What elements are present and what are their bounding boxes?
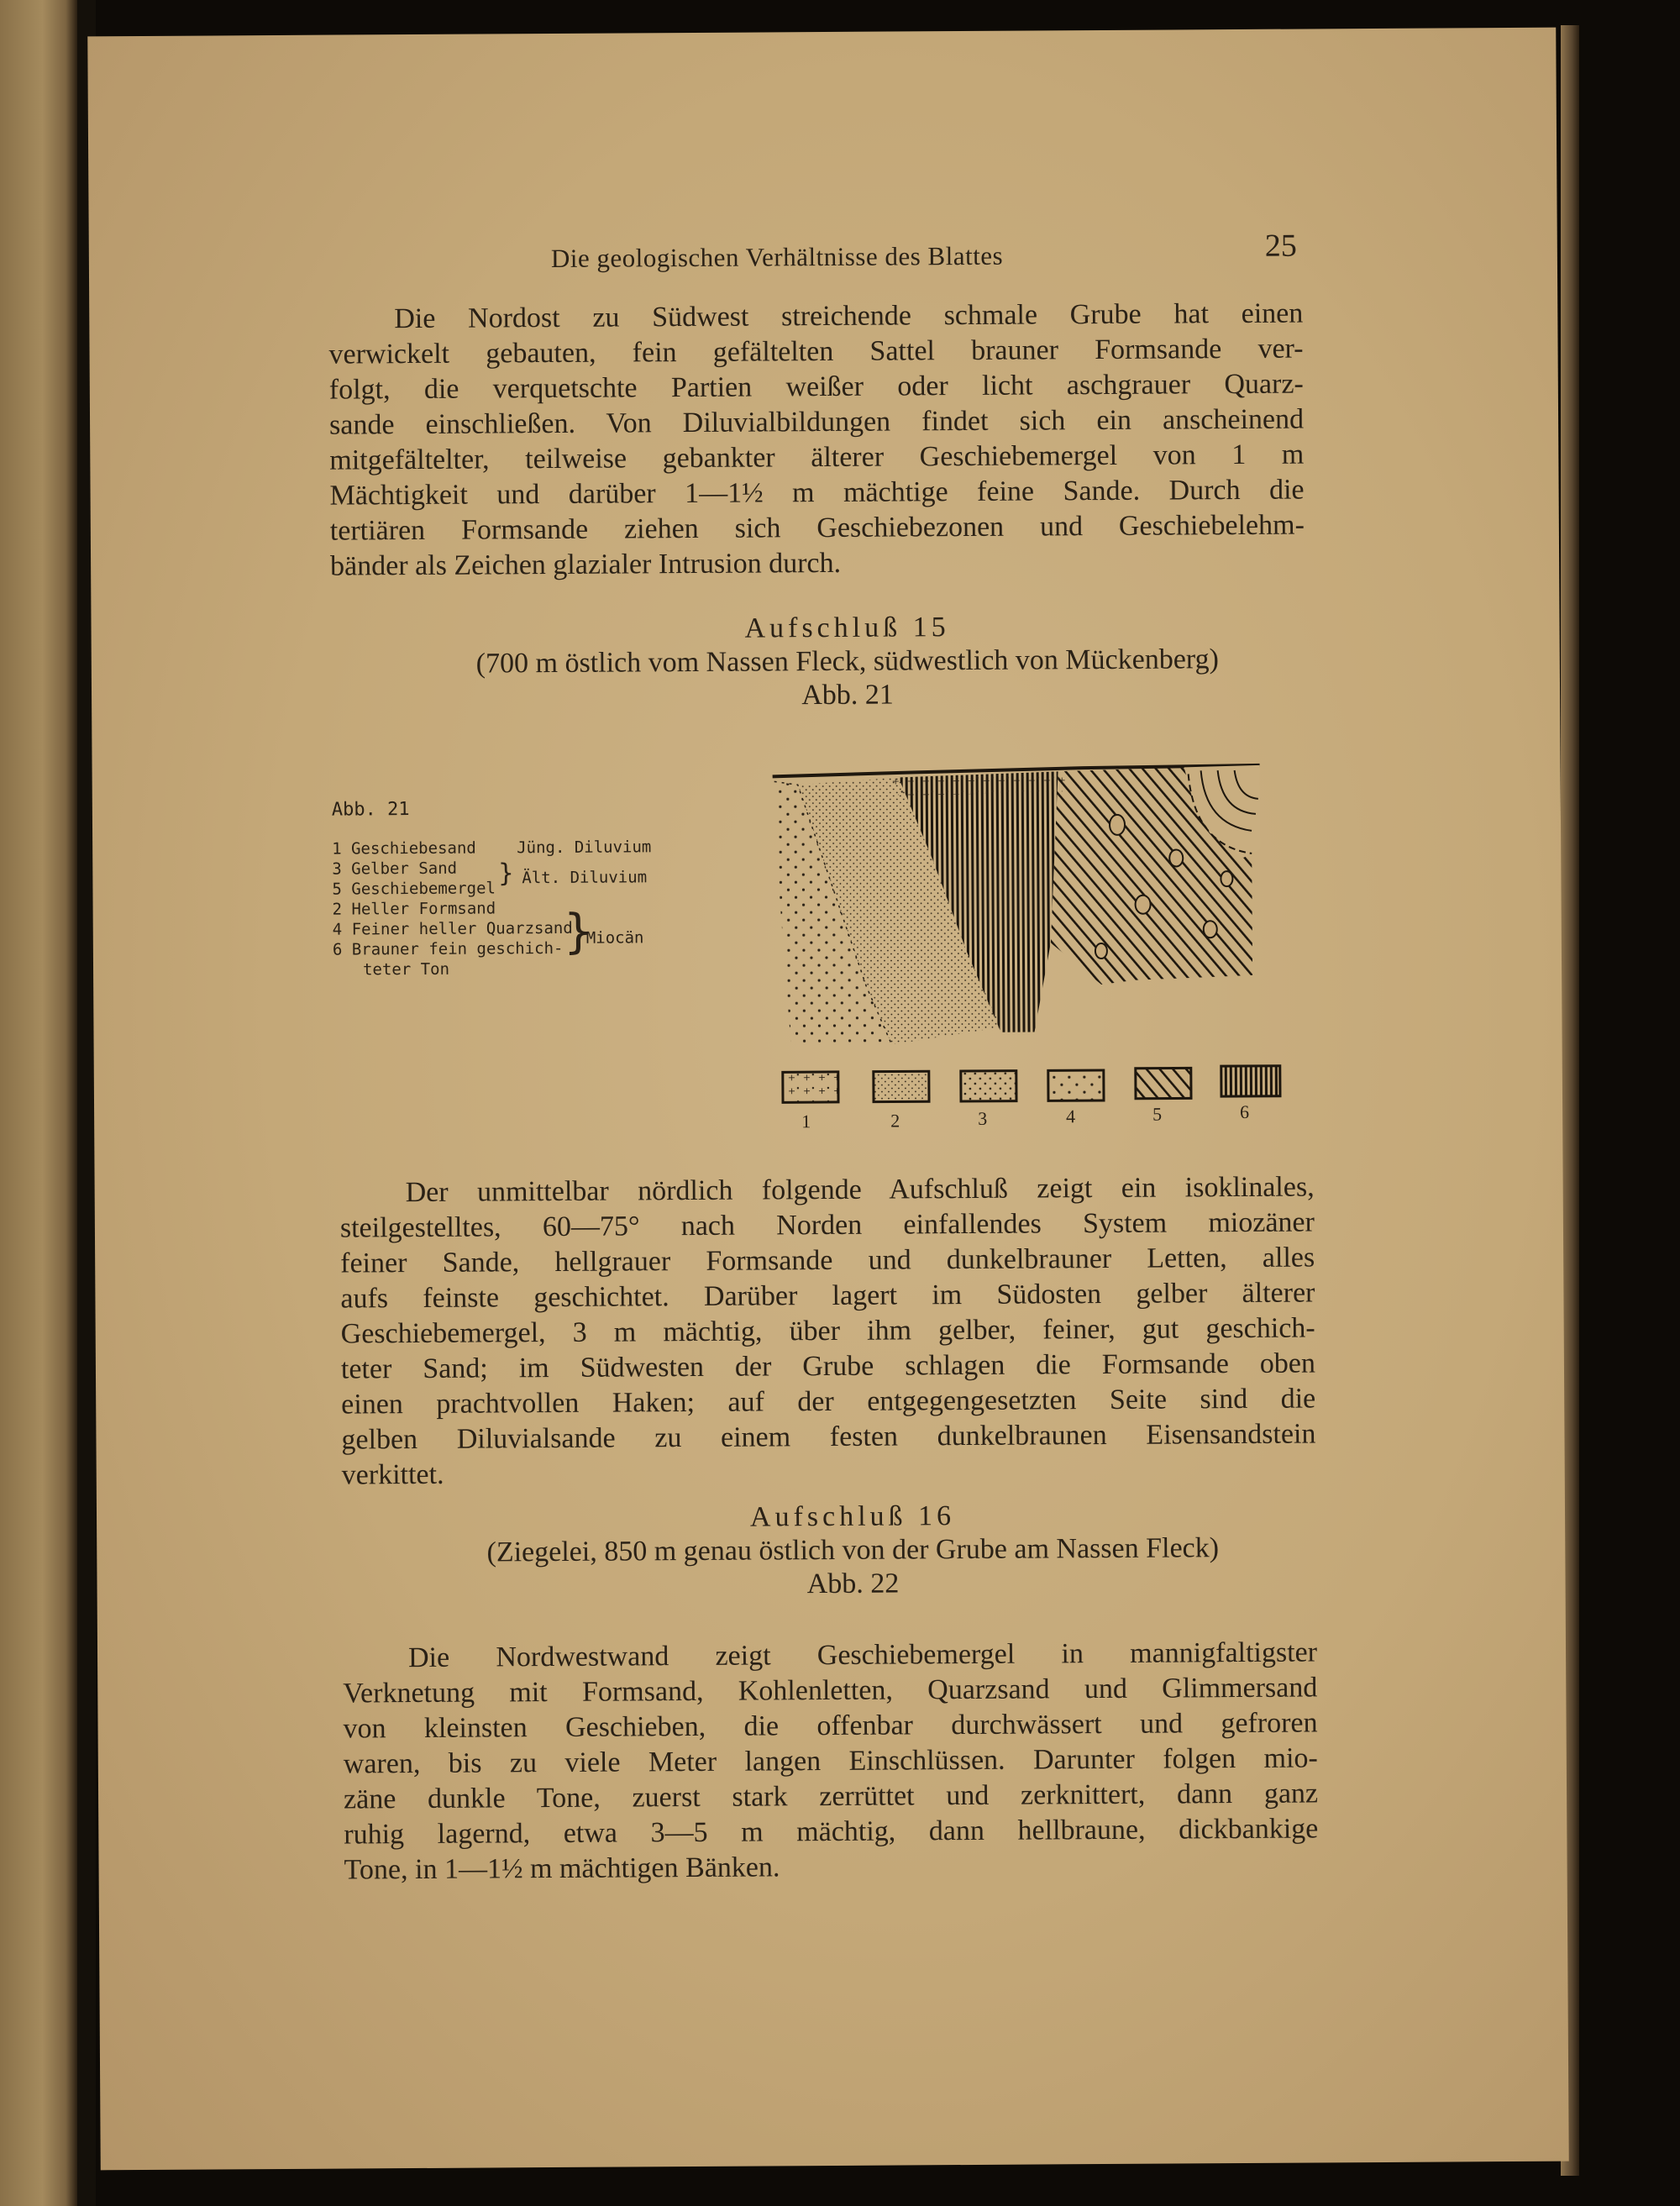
legend-entry xyxy=(332,839,476,859)
text-line: teter Sand; im Südwesten der Grube schlagen die Formsande oben xyxy=(340,1347,1316,1385)
text-line: gelben Diluvialsande zu einem festen dunkelbraunen Eisensandstein xyxy=(341,1418,1316,1456)
text-line: Mächtigkeit und darüber 1—1½ m mächtige feine Sande. Durch die xyxy=(329,474,1305,512)
legend-entry xyxy=(333,939,564,959)
swatch-number: 1 xyxy=(801,1111,811,1132)
page-number: 25 xyxy=(1264,228,1297,264)
legend-num: 6 xyxy=(332,940,343,959)
swatch-number: 6 xyxy=(1240,1100,1250,1123)
intro-paragraph xyxy=(328,297,1305,585)
text-line: bänder als Zeichen glazialer Intrusion durch. xyxy=(330,547,842,582)
swatch-number: 4 xyxy=(1066,1106,1076,1127)
paragraph-3 xyxy=(343,1635,1319,1888)
text-line: Der unmittelbar nördlich folgende Aufschluß zeigt ein isoklinales, xyxy=(405,1171,1315,1209)
legend-group-label: Ält. Diluvium xyxy=(522,868,648,888)
text-line: ruhig lagernd, etwa 3—5 m mächtig, dann hellbraune, dickbankige xyxy=(344,1813,1319,1851)
legend-entry xyxy=(332,879,496,898)
legend-num: 3 xyxy=(332,859,342,879)
legend-entry xyxy=(363,960,449,980)
text-line: folgt, die verquetschte Partien weißer oder licht aschgrauer Quarz- xyxy=(328,368,1304,406)
section-subtitle: (700 m östlich vom Nassen Fleck, südwestlich von Mückenberg) xyxy=(475,643,1220,680)
swatch-number: 2 xyxy=(890,1110,900,1132)
legend-num: 1 xyxy=(332,839,342,859)
brace-icon: } xyxy=(498,859,514,889)
brace-icon: } xyxy=(564,904,593,959)
text-line: Die Nordost zu Südwest streichende schmale Grube hat einen xyxy=(394,297,1304,335)
book-page xyxy=(87,28,1568,2171)
legend-entry xyxy=(333,899,496,918)
text-line: mitgefältelter, teilweise gebankter älterer Geschiebemergel von 1 m xyxy=(329,439,1305,476)
legend-num: 5 xyxy=(332,880,342,899)
legend-text: Geschiebesand xyxy=(351,838,476,859)
section-title: Aufschluß 15 xyxy=(744,612,950,644)
figure-label: Abb. 21 xyxy=(331,799,410,821)
section-15-heading xyxy=(343,608,1352,715)
text-line: Geschiebemergel, 3 m mächtig, über ihm gelber, feiner, gut geschich- xyxy=(340,1312,1315,1350)
text-line: Verknetung mit Formsand, Kohlenletten, Quarzsand und Glimmersand xyxy=(343,1672,1318,1710)
figure-21-cross-section xyxy=(663,732,1287,1173)
swatch-number: 5 xyxy=(1152,1103,1163,1125)
text-line: feiner Sande, hellgrauer Formsande und dunkelbrauner Letten, alles xyxy=(340,1242,1315,1279)
text-line: verkittet. xyxy=(341,1458,444,1491)
text-line: einen prachtvollen Haken; auf der entgegengesetzten Seite sind die xyxy=(341,1383,1316,1421)
legend-num: 4 xyxy=(332,920,343,939)
facing-page-edge xyxy=(0,0,77,2206)
legend-text: Brauner fein geschich- xyxy=(351,938,564,959)
paragraph-2 xyxy=(340,1169,1316,1493)
legend-text: Geschiebemergel xyxy=(351,879,496,899)
swatch-number: 3 xyxy=(978,1107,988,1129)
text-line: tertiären Formsande ziehen sich Geschiebezonen und Geschiebelehm- xyxy=(329,509,1305,547)
text-line: waren, bis zu viele Meter langen Einschlüssen. Darunter folgen mio- xyxy=(343,1742,1318,1780)
text-line: verwickelt gebauten, fein gefältelten Sattel brauner Formsande ver- xyxy=(328,333,1304,370)
legend-num: 2 xyxy=(332,900,343,919)
legend-text: Heller Formsand xyxy=(351,899,496,919)
legend-entry xyxy=(333,919,573,939)
text-line: Die Nordwestwand zeigt Geschiebemergel in mannigfaltigster xyxy=(407,1636,1318,1674)
text-line: Tone, in 1—1½ m mächtigen Bänken. xyxy=(344,1851,780,1886)
text-line: zäne dunkle Tone, zuerst stark zerrüttet und zerknittert, dann ganz xyxy=(343,1778,1319,1815)
text-line: von kleinsten Geschieben, die offenbar durchwässert und gefroren xyxy=(343,1707,1318,1745)
legend-group-label: Jüng. Diluvium xyxy=(517,838,652,858)
text-line: sande einschließen. Von Diluvialbildungen findet sich ein anscheinend xyxy=(328,403,1305,441)
legend-group-label: Miocän xyxy=(585,928,644,948)
legend-text: teter Ton xyxy=(362,959,450,980)
text-line: steilgestelltes, 60—75° nach Norden einfallendes System miozäner xyxy=(339,1206,1315,1244)
figure-reference: Abb. 21 xyxy=(801,679,894,712)
figure-reference: Abb. 22 xyxy=(806,1568,900,1600)
section-16-heading xyxy=(349,1497,1357,1604)
section-subtitle: (Ziegelei, 850 m genau östlich von der Grube am Nassen Fleck) xyxy=(486,1532,1220,1568)
running-head: Die geologischen Verhältnisse des Blattes xyxy=(550,240,1004,273)
section-title: Aufschluß 16 xyxy=(749,1500,956,1533)
legend-text: Feiner heller Quarzsand xyxy=(351,918,573,939)
legend-text: Gelber Sand xyxy=(351,859,458,879)
legend-entry xyxy=(332,859,457,879)
text-line: aufs feinste geschichtet. Darüber lagert im Südosten gelber älterer xyxy=(340,1277,1315,1315)
